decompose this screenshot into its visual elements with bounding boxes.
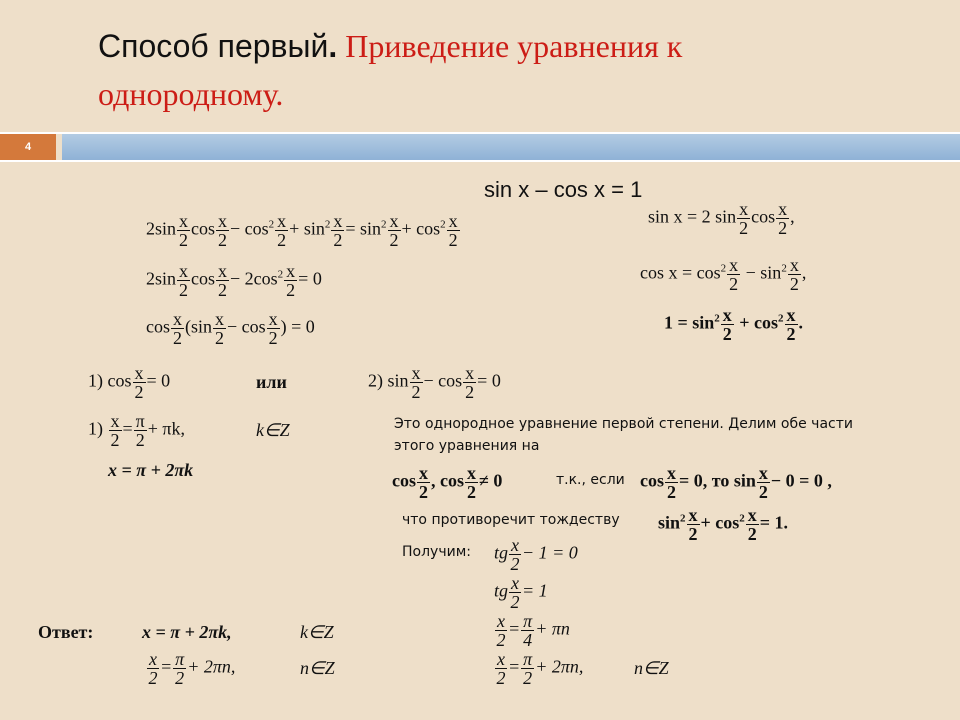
sol1-label: 1) bbox=[88, 418, 103, 439]
to-label: то bbox=[711, 470, 730, 491]
title-heading: Приведение уравнения к bbox=[337, 28, 683, 64]
identity-cos: $\cos x = \cos^2$ $\frac{x}{2}$ − $\sin^2$ $\frac{x}{2}$ , bbox=[640, 255, 807, 294]
bar-rule-bottom bbox=[0, 160, 960, 162]
tk-label: т.к., если bbox=[556, 472, 625, 488]
case2-domain: n∈Z bbox=[634, 658, 669, 678]
case2-step-1: tg $\frac{x}{2}$ − 1 = 0 bbox=[494, 535, 578, 574]
step-2: 2sin $\frac{x}{2}$ cos $\frac{x}{2}$ − $2\cos^2$ $\frac{x}{2}$ = 0 bbox=[146, 261, 322, 300]
identity-one: $1 = \sin^2$ $\frac{x}{2}$ + $\cos^2$ $\frac{x}{2}$ . bbox=[664, 305, 804, 344]
case-1: 1) cos $\frac{x}{2}$ = 0 bbox=[88, 363, 171, 402]
answer-label: Ответ: bbox=[38, 622, 94, 642]
case-2: 2) sin $\frac{x}{2}$ − cos $\frac{x}{2}$ = 0 bbox=[368, 363, 501, 402]
sol1-domain: k∈Z bbox=[256, 420, 290, 440]
case2-label: 2) bbox=[368, 370, 383, 391]
case1-label: 1) bbox=[88, 370, 103, 391]
solution-1: 1) $\frac{x}{2}$ = $\frac{\pi}{2}$ + πk, bbox=[88, 411, 185, 450]
step-1: 2sin $\frac{x}{2}$ cos $\frac{x}{2}$ − $\cos^2$ $\frac{x}{2}$ + $\sin^2$ $\frac{x}{2}$ = $\sin^2$ $\frac{x}{2}$ + $\cos^2$ $\frac{x}{2}$ bbox=[146, 211, 458, 250]
divide-expression: cos $\frac{x}{2}$ , cos $\frac{x}{2}$ ≠ 0 bbox=[392, 463, 503, 502]
case2-step-4: $\frac{x}{2}$ = $\frac{\pi}{2}$ + 2πn, bbox=[496, 649, 584, 688]
answer-line1: x = π + 2πk, bbox=[142, 622, 232, 642]
title-dot: . bbox=[328, 28, 338, 64]
solution-1b: x = π + 2πk bbox=[108, 460, 194, 480]
slide-title bbox=[98, 22, 682, 118]
if-expression: cos $\frac{x}{2}$ = 0, то sin $\frac{x}{2}$ − 0 = 0 , bbox=[640, 463, 832, 502]
main-equation: sin x – cos x = 1 bbox=[484, 177, 643, 202]
answer-line2: $\frac{x}{2}$ = $\frac{\pi}{2}$ + 2πn, bbox=[148, 649, 236, 688]
title-method: Способ первый bbox=[98, 28, 329, 64]
answer-domain2: n∈Z bbox=[300, 658, 335, 678]
bar-fill bbox=[62, 134, 960, 160]
step-3: cos $\frac{x}{2}$ (sin $\frac{x}{2}$ − cos $\frac{x}{2}$ ) = 0 bbox=[146, 309, 315, 348]
case2-step-2: tg $\frac{x}{2}$ = 1 bbox=[494, 573, 548, 612]
identity-expression: $\sin^2$ $\frac{x}{2}$ + $\cos^2$ $\frac{x}{2}$ = 1. bbox=[658, 505, 789, 544]
title-heading-cont: однородному. bbox=[98, 76, 284, 112]
contradiction-text: что противоречит тождеству bbox=[402, 512, 620, 528]
or-label: или bbox=[256, 372, 287, 392]
page-number: 4 bbox=[0, 134, 56, 160]
header-bar bbox=[0, 132, 960, 160]
explanation-line1: Это однородное уравнение первой степени. Делим обе части bbox=[394, 416, 853, 432]
answer-domain1: k∈Z bbox=[300, 622, 334, 642]
identity-sin: sin x = 2 sin $\frac{x}{2}$ cos $\frac{x}{2}$ , bbox=[648, 199, 795, 238]
explanation-line2: этого уравнения на bbox=[394, 438, 540, 454]
case2-step-3: $\frac{x}{2}$ = $\frac{\pi}{4}$ + πn bbox=[496, 611, 570, 650]
get-label: Получим: bbox=[402, 544, 471, 560]
